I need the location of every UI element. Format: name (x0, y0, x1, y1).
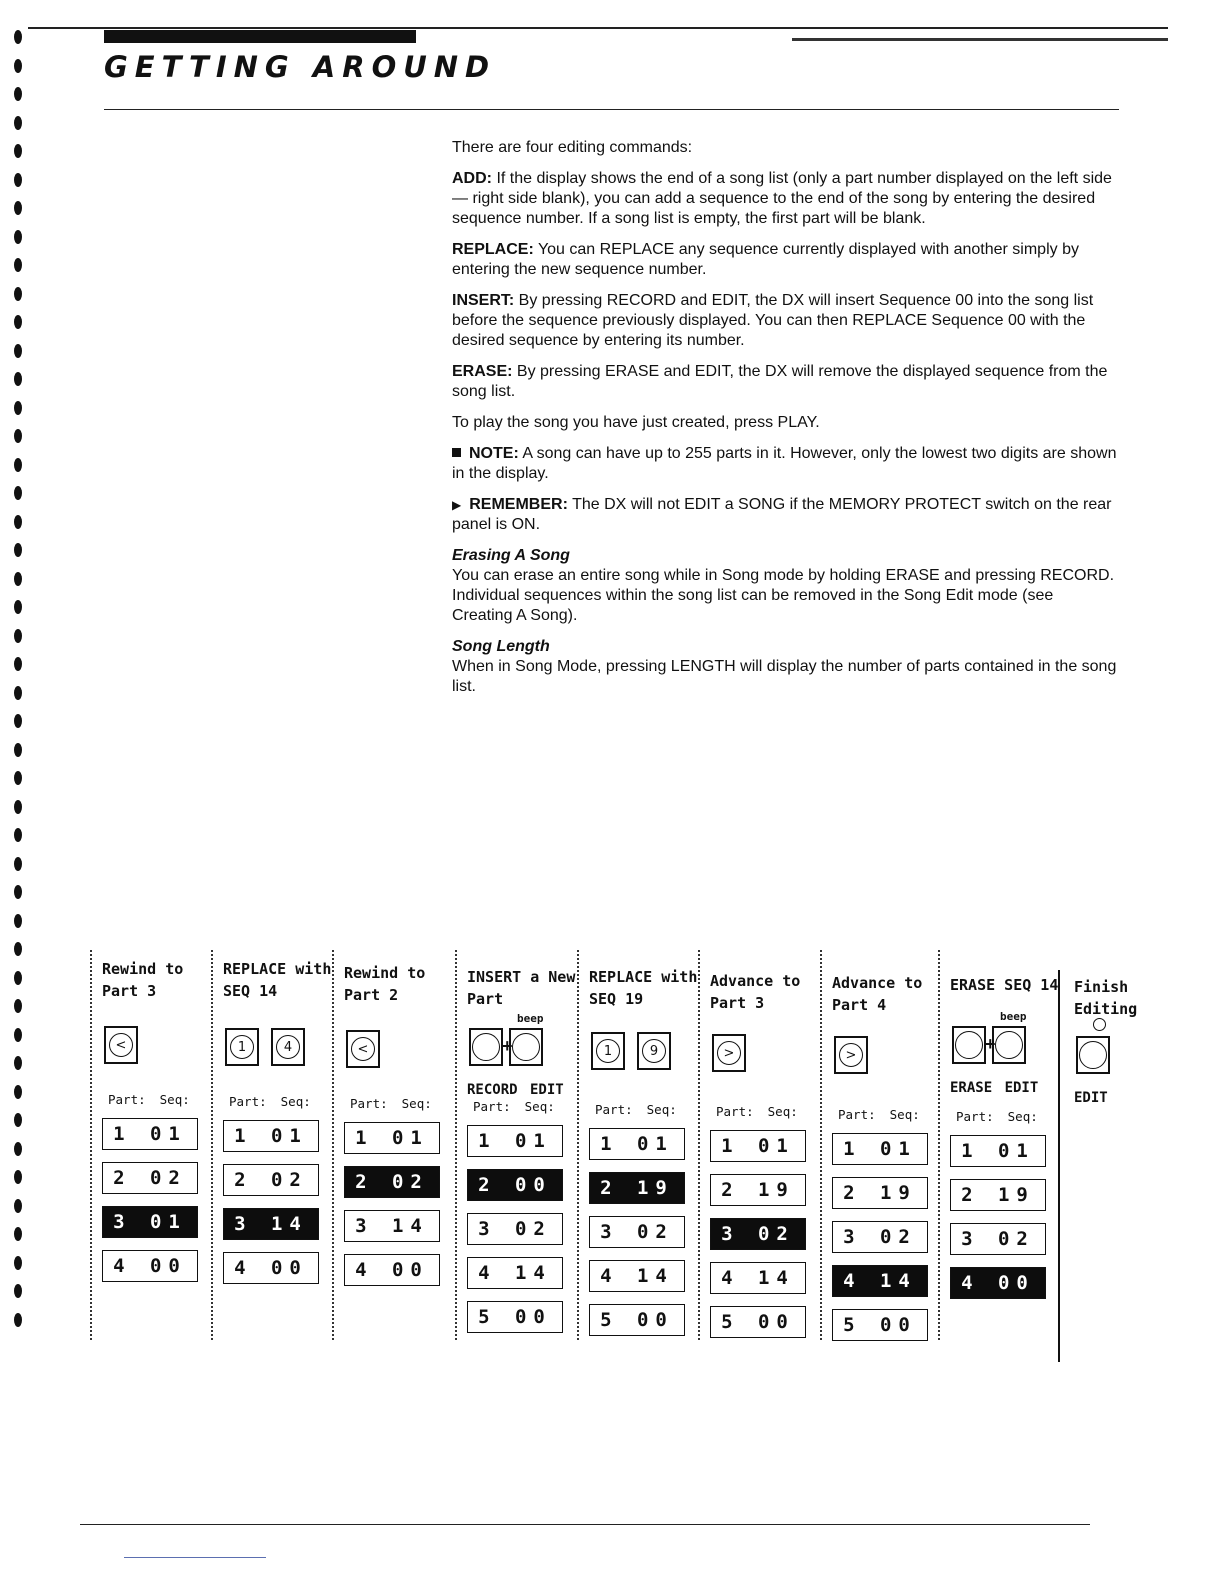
binder-hole (14, 600, 22, 614)
seq-header: Seq: (280, 1094, 311, 1109)
command-text: If the display shows the end of a song list (only a part number displayed on the left side — right side blank), you can add a sequence to the end of the song by entering the desired sequence number. If a song list is empty, the first part will be blank. (452, 170, 1112, 227)
display-row: 3 02 (589, 1216, 685, 1248)
seq-header: Seq: (1007, 1109, 1038, 1124)
step-7 (820, 950, 941, 1350)
length-heading: Song Length (452, 638, 550, 655)
display-row: 2 19 (710, 1174, 806, 1206)
seq-header: Seq: (524, 1099, 555, 1114)
display-row-selected: 4 00 (950, 1267, 1046, 1299)
binder-hole (14, 486, 22, 500)
triangle-bullet-icon: ▶ (452, 498, 462, 512)
binder-hole (14, 1113, 22, 1127)
command-label: ERASE: (452, 363, 513, 380)
binder-hole (14, 971, 22, 985)
solid-divider (1058, 970, 1060, 1362)
display-row: 5 00 (710, 1306, 806, 1338)
binder-hole (14, 30, 22, 44)
display-row-selected: 2 19 (589, 1172, 685, 1204)
binder-holes (14, 30, 28, 1330)
display-row: 1 01 (950, 1135, 1046, 1167)
display-row: 1 01 (467, 1125, 563, 1157)
number-key-icon: 9 (637, 1032, 671, 1070)
part-header: Part: (108, 1092, 146, 1107)
binder-hole (14, 543, 22, 557)
binder-hole (14, 1085, 22, 1099)
display-row: 2 19 (832, 1177, 928, 1209)
page-title: GETTING AROUND (104, 50, 497, 84)
number-key-icon: 1 (591, 1032, 625, 1070)
binder-hole (14, 258, 22, 272)
intro-text: There are four editing commands: (452, 139, 693, 156)
command-insert (452, 291, 1117, 351)
step-title: ERASE SEQ 14 (950, 976, 1059, 994)
command-text: By pressing RECORD and EDIT, the DX will insert Sequence 00 into the song list before the sequence previously displayed. You can then REPLACE Sequence 00 with the desired sequence by entering its number. (452, 292, 1094, 349)
erasing-text: You can erase an entire song while in Song mode by holding ERASE and pressing RECORD. Individual sequences within the song list can be removed in the Song Edit mode (see Creating A Song). (452, 567, 1115, 624)
column-headers (595, 1102, 677, 1117)
display-row-selected: 3 01 (102, 1206, 198, 1238)
step-4 (455, 950, 576, 1350)
display-row: 5 00 (467, 1301, 563, 1333)
part-header: Part: (716, 1104, 754, 1119)
display-row: 1 01 (832, 1133, 928, 1165)
button-key-icon (952, 1026, 986, 1064)
command-text: You can REPLACE any sequence currently displayed with another simply by entering the new sequence number. (452, 241, 1079, 278)
remember (452, 495, 1117, 535)
binder-hole (14, 1142, 22, 1156)
column-headers (716, 1104, 798, 1119)
step-title: REPLACE with SEQ 19 (589, 968, 698, 1008)
button-key-icon (1076, 1036, 1110, 1074)
binder-hole (14, 1170, 22, 1184)
command-erase (452, 362, 1117, 402)
step-title: Rewind to Part 2 (344, 964, 426, 1004)
display-row: 4 14 (710, 1262, 806, 1294)
rewind-key-icon: < (104, 1026, 138, 1064)
binder-hole (14, 429, 22, 443)
step-title: REPLACE with SEQ 14 (223, 960, 332, 1000)
display-row-selected: 2 00 (467, 1169, 563, 1201)
binder-hole (14, 315, 22, 329)
key-labels: RECORD EDIT (467, 1082, 564, 1098)
display-row: 1 01 (223, 1120, 319, 1152)
dotted-divider (332, 950, 334, 1340)
display-row: 2 02 (223, 1164, 319, 1196)
display-row-selected: 2 02 (344, 1166, 440, 1198)
binder-hole (14, 372, 22, 386)
display-row-selected: 3 14 (223, 1208, 319, 1240)
dotted-divider (577, 950, 579, 1340)
binder-hole (14, 800, 22, 814)
seq-header: Seq: (767, 1104, 798, 1119)
song-edit-diagram (90, 950, 1140, 1370)
display-row: 1 01 (102, 1118, 198, 1150)
binder-hole (14, 857, 22, 871)
plus-sign: + (502, 1036, 513, 1056)
button-key-icon (469, 1028, 503, 1066)
button-key-icon (509, 1028, 543, 1066)
display-row: 1 01 (589, 1128, 685, 1160)
display-row: 4 00 (102, 1250, 198, 1282)
dotted-divider (698, 950, 700, 1340)
step-title: Advance to Part 3 (710, 972, 801, 1012)
plus-sign: + (985, 1034, 996, 1054)
binder-hole (14, 1313, 22, 1327)
column-headers (350, 1096, 432, 1111)
beep-label: beep (1000, 1010, 1027, 1023)
dotted-divider (455, 950, 457, 1340)
remember-label: REMEMBER: (469, 496, 568, 513)
step-1 (90, 950, 211, 1350)
binder-hole (14, 828, 22, 842)
display-row: 3 02 (467, 1213, 563, 1245)
beep-label: beep (517, 1012, 544, 1025)
command-add (452, 169, 1117, 229)
binder-hole (14, 87, 22, 101)
step-title: Advance to Part 4 (832, 974, 923, 1014)
advance-key-icon: > (712, 1034, 746, 1072)
part-header: Part: (956, 1109, 994, 1124)
binder-hole (14, 1284, 22, 1298)
column-headers (108, 1092, 190, 1107)
text-column (452, 138, 1117, 708)
part-header: Part: (229, 1094, 267, 1109)
display-row: 3 02 (832, 1221, 928, 1253)
step-3 (332, 950, 453, 1350)
dotted-divider (938, 950, 940, 1340)
binder-hole (14, 401, 22, 415)
erasing-heading: Erasing A Song (452, 547, 570, 564)
display-row: 4 14 (467, 1257, 563, 1289)
display-row: 1 01 (344, 1122, 440, 1154)
remember-text: The DX will not EDIT a SONG if the MEMORY PROTECT switch on the rear panel is ON. (452, 496, 1112, 533)
display-row: 4 00 (223, 1252, 319, 1284)
command-label: ADD: (452, 170, 492, 187)
display-row: 2 19 (950, 1179, 1046, 1211)
binder-hole (14, 942, 22, 956)
step-title: Rewind to Part 3 (102, 960, 184, 1000)
header-rule (28, 27, 1168, 29)
step-title: INSERT a New Part (467, 968, 576, 1008)
note-label: NOTE: (469, 445, 519, 462)
column-headers (956, 1109, 1038, 1124)
command-replace (452, 240, 1117, 280)
key-labels: ERASE EDIT (950, 1080, 1039, 1096)
length-text: When in Song Mode, pressing LENGTH will display the number of parts contained in the song list. (452, 658, 1117, 695)
binder-hole (14, 686, 22, 700)
footer-line (124, 1557, 266, 1558)
binder-hole (14, 173, 22, 187)
dotted-divider (90, 950, 92, 1340)
display-row: 5 00 (832, 1309, 928, 1341)
binder-hole (14, 1056, 22, 1070)
display-row-selected: 4 14 (832, 1265, 928, 1297)
binder-hole (14, 657, 22, 671)
key-labels: EDIT (1074, 1090, 1108, 1106)
binder-hole (14, 572, 22, 586)
binder-hole (14, 885, 22, 899)
binder-hole (14, 629, 22, 643)
display-row: 3 14 (344, 1210, 440, 1242)
step-5 (577, 950, 698, 1350)
number-key-icon: 1 (225, 1028, 259, 1066)
binder-hole (14, 515, 22, 529)
binder-hole (14, 1028, 22, 1042)
step-8 (938, 950, 1059, 1350)
header-bar (104, 30, 416, 43)
title-rule (104, 109, 1119, 110)
binder-hole (14, 116, 22, 130)
command-label: REPLACE: (452, 241, 534, 258)
column-headers (473, 1099, 555, 1114)
square-bullet-icon (452, 448, 461, 457)
binder-hole (14, 771, 22, 785)
display-row: 4 14 (589, 1260, 685, 1292)
part-header: Part: (595, 1102, 633, 1117)
display-row: 2 02 (102, 1162, 198, 1194)
part-header: Part: (350, 1096, 388, 1111)
command-text: By pressing ERASE and EDIT, the DX will remove the displayed sequence from the song list. (452, 363, 1108, 400)
binder-hole (14, 458, 22, 472)
seq-header: Seq: (646, 1102, 677, 1117)
advance-key-icon: > (834, 1036, 868, 1074)
display-row-selected: 3 02 (710, 1218, 806, 1250)
rewind-key-icon: < (346, 1030, 380, 1068)
seq-header: Seq: (889, 1107, 920, 1122)
binder-hole (14, 144, 22, 158)
binder-hole (14, 1199, 22, 1213)
binder-hole (14, 1227, 22, 1241)
part-header: Part: (473, 1099, 511, 1114)
binder-hole (14, 344, 22, 358)
dotted-divider (820, 950, 822, 1340)
play-text: To play the song you have just created, press PLAY. (452, 414, 820, 431)
seq-header: Seq: (159, 1092, 190, 1107)
binder-hole (14, 714, 22, 728)
binder-hole (14, 1256, 22, 1270)
display-row: 5 00 (589, 1304, 685, 1336)
binder-hole (14, 743, 22, 757)
footer-rule (80, 1524, 1090, 1525)
binder-hole (14, 230, 22, 244)
display-row: 4 00 (344, 1254, 440, 1286)
binder-hole (14, 59, 22, 73)
step-6 (698, 950, 819, 1350)
seq-header: Seq: (401, 1096, 432, 1111)
button-key-icon (992, 1026, 1026, 1064)
part-header: Part: (838, 1107, 876, 1122)
number-key-icon: 4 (271, 1028, 305, 1066)
indicator-circle-icon (1093, 1018, 1106, 1031)
binder-hole (14, 999, 22, 1013)
display-row: 3 02 (950, 1223, 1046, 1255)
step-title: Finish Editing (1074, 978, 1138, 1018)
note-text: A song can have up to 255 parts in it. However, only the lowest two digits are shown in the display. (452, 445, 1117, 482)
binder-hole (14, 914, 22, 928)
step-9 (1062, 950, 1183, 1350)
column-headers (229, 1094, 311, 1109)
dotted-divider (211, 950, 213, 1340)
command-label: INSERT: (452, 292, 515, 309)
column-headers (838, 1107, 920, 1122)
header-rule-right (792, 38, 1168, 41)
binder-hole (14, 201, 22, 215)
note (452, 444, 1117, 484)
binder-hole (14, 287, 22, 301)
step-2 (211, 950, 332, 1350)
display-row: 1 01 (710, 1130, 806, 1162)
